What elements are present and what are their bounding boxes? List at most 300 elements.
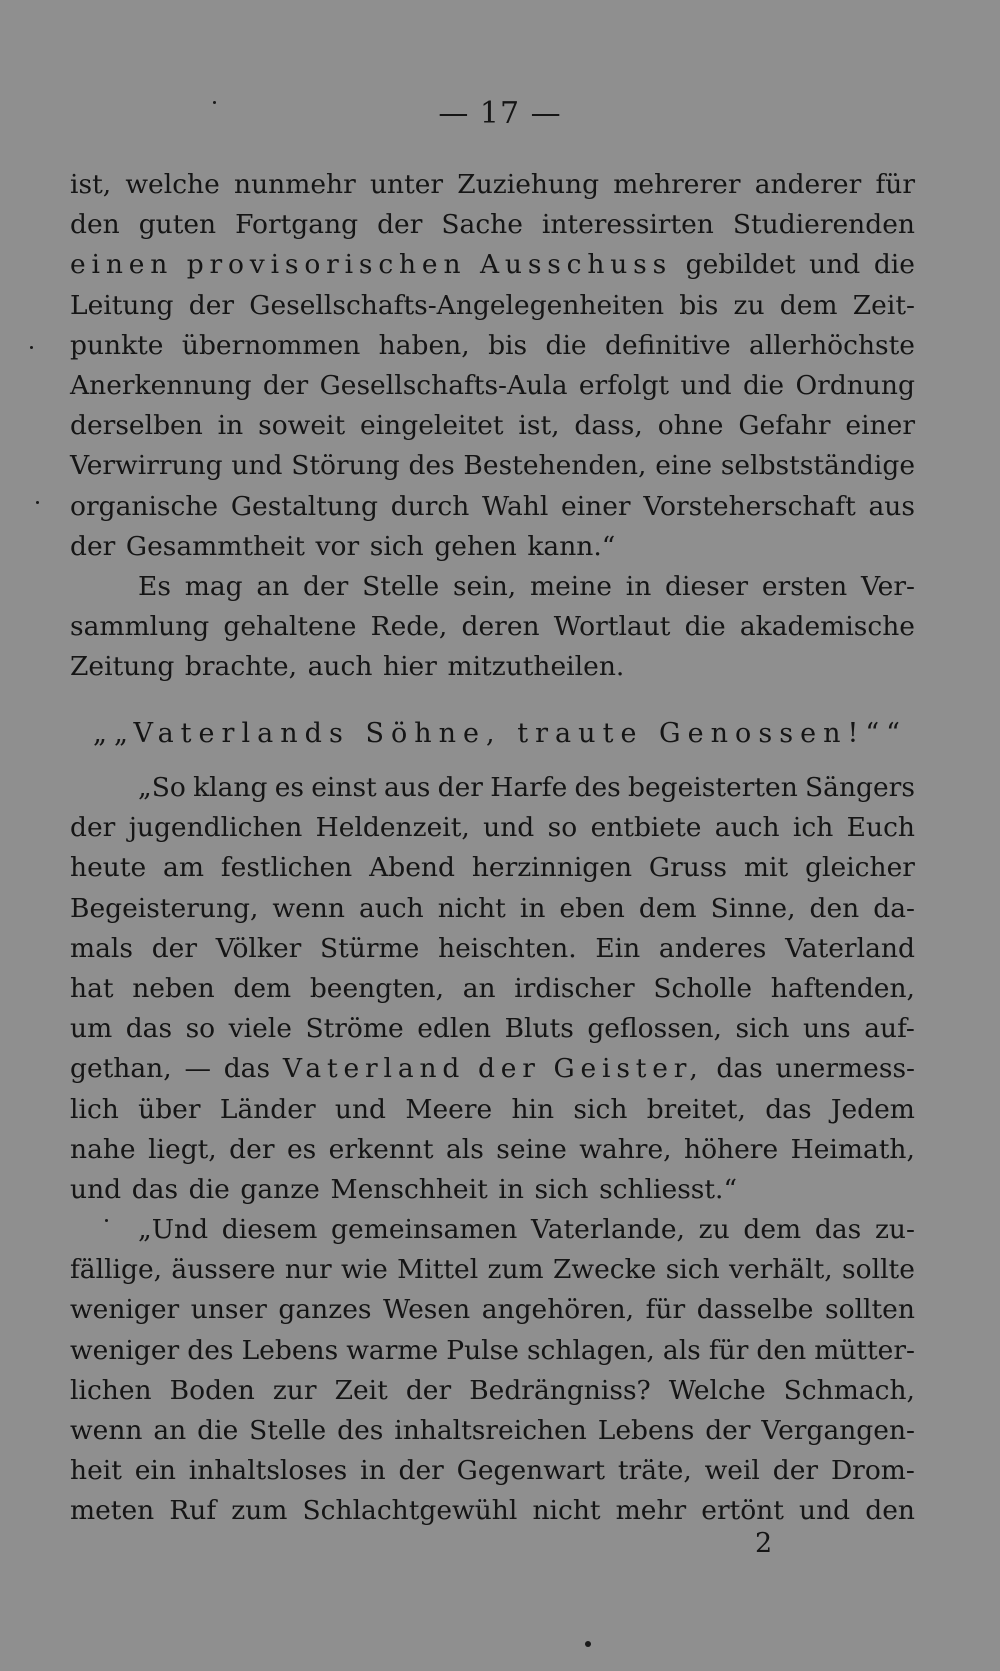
word: Welche xyxy=(668,1374,766,1406)
text-line xyxy=(70,848,915,888)
word: derselben xyxy=(70,410,203,442)
word: „Und xyxy=(138,1214,209,1245)
word: uns xyxy=(802,1013,851,1045)
text-line xyxy=(70,768,915,808)
word: Es xyxy=(138,571,171,602)
word: Gesellschafts-Angelegenheiten xyxy=(249,289,665,321)
word: Studierenden xyxy=(732,209,915,241)
word: Ruf xyxy=(169,1495,217,1527)
word: provisorischen xyxy=(186,249,467,281)
word: verhält, xyxy=(728,1254,833,1286)
text-line xyxy=(70,366,915,406)
word: punkte xyxy=(70,329,164,361)
word: zum xyxy=(487,1254,544,1286)
word: der xyxy=(772,1455,819,1487)
word: Zeitung xyxy=(70,651,175,683)
text-line xyxy=(70,1491,915,1531)
word: Lebens xyxy=(241,1334,339,1366)
word: Sängers xyxy=(805,772,915,803)
word: mals xyxy=(70,932,134,964)
word: ist, xyxy=(518,410,560,442)
word: interessirten xyxy=(541,209,714,241)
word: zum xyxy=(231,1495,288,1527)
word: zur xyxy=(272,1374,317,1406)
text-line xyxy=(70,1331,915,1371)
word: und xyxy=(70,1173,122,1205)
word: entbiete xyxy=(590,812,702,844)
word: liegt, xyxy=(148,1133,217,1165)
word: Bestehenden, xyxy=(463,450,647,482)
word: gethan, xyxy=(70,1053,172,1085)
word: eben xyxy=(559,892,625,924)
word: nur xyxy=(284,1254,332,1286)
word: sich xyxy=(665,1254,720,1286)
word: anderer xyxy=(754,169,862,200)
word: ohne xyxy=(657,410,724,442)
word: haben, xyxy=(378,329,470,361)
word: herzinnigen xyxy=(471,852,633,884)
word: Verwirrung xyxy=(70,450,223,482)
word: vor xyxy=(315,530,360,562)
word: zu- xyxy=(874,1214,915,1245)
word: nicht xyxy=(437,892,506,924)
word: für xyxy=(875,169,915,200)
text-line xyxy=(70,1049,915,1089)
word: den xyxy=(756,1334,807,1366)
signature-mark: 2 xyxy=(755,1528,773,1559)
word: eingeleitet xyxy=(360,410,504,442)
word: hier xyxy=(383,651,437,683)
word: allerhöchste xyxy=(749,329,915,361)
word: unser xyxy=(190,1294,267,1326)
word: durch xyxy=(390,490,470,522)
word: aus xyxy=(868,490,915,522)
word: dem xyxy=(743,1214,802,1245)
word: sich xyxy=(369,530,424,562)
word: Anerkennung xyxy=(70,369,252,401)
word: Harfe xyxy=(490,772,568,803)
word: für xyxy=(708,1334,749,1366)
word: dasselbe xyxy=(696,1294,814,1326)
word: und xyxy=(799,1495,851,1527)
word: Lebens xyxy=(597,1414,695,1446)
word: Stelle xyxy=(249,1414,327,1446)
word: meten xyxy=(70,1495,155,1527)
word: Bedrängniss? xyxy=(469,1374,651,1406)
scan-speck xyxy=(213,101,216,104)
word: das xyxy=(223,1053,271,1085)
word: auch xyxy=(307,651,373,683)
word: gemeinsamen xyxy=(331,1214,518,1245)
word: nunmehr xyxy=(234,169,356,200)
word: deren xyxy=(461,611,540,643)
word: der xyxy=(70,530,116,562)
word: als xyxy=(445,1133,484,1165)
word: und xyxy=(809,249,861,281)
word: äussere xyxy=(171,1254,276,1286)
word: Vaterlande, xyxy=(531,1214,685,1245)
word: ist, xyxy=(70,169,112,200)
word: Ein xyxy=(595,932,641,964)
word: ganzes xyxy=(278,1294,372,1326)
word: das xyxy=(814,1214,862,1245)
text-line xyxy=(70,808,915,848)
text-line xyxy=(70,1451,915,1491)
word: mehr xyxy=(615,1495,687,1527)
word: diesem xyxy=(221,1214,318,1245)
word: inhaltsreichen xyxy=(394,1414,587,1446)
word: Euch xyxy=(846,812,915,844)
word: sammlung xyxy=(70,611,210,643)
word: träte, xyxy=(617,1455,692,1487)
scan-speck xyxy=(585,1641,591,1647)
text-line xyxy=(70,205,915,245)
word: geflossen, xyxy=(587,1013,722,1045)
text-line xyxy=(70,647,915,687)
word: meine xyxy=(529,571,612,602)
text-line xyxy=(70,1290,915,1330)
word: Gegenwart xyxy=(456,1455,606,1487)
word: Vaterland xyxy=(282,1053,466,1085)
word: die xyxy=(742,369,785,401)
word: der xyxy=(437,772,483,803)
quote-heading: „„Vaterlands Söhne, traute Genossen!““ xyxy=(92,718,907,749)
word: Heldenzeit, xyxy=(315,812,470,844)
word: mit xyxy=(743,852,789,884)
word: das xyxy=(131,1173,179,1205)
text-line xyxy=(70,245,915,285)
word: des xyxy=(187,1334,234,1366)
word: Gestaltung xyxy=(230,490,378,522)
word: heischten. xyxy=(438,932,577,964)
word: aus xyxy=(383,772,431,803)
word: Vergangen- xyxy=(761,1414,915,1446)
word: des xyxy=(574,772,621,803)
word: einst xyxy=(311,772,377,803)
word: klang xyxy=(193,772,268,803)
word: und xyxy=(680,369,732,401)
word: Ver- xyxy=(860,571,915,602)
word: bis xyxy=(488,329,528,361)
word: erfolgt xyxy=(578,369,670,401)
word: dem xyxy=(233,972,292,1004)
word: der xyxy=(229,1133,275,1165)
word: in xyxy=(498,1173,524,1205)
word: Ströme xyxy=(305,1013,404,1045)
word: Sache xyxy=(441,209,523,241)
word: Fortgang xyxy=(235,209,359,241)
text-line xyxy=(70,607,915,647)
word: Wortlaut xyxy=(553,611,671,643)
word: der xyxy=(262,369,309,401)
word: Völker xyxy=(215,932,302,964)
word: akademische xyxy=(739,611,915,643)
word: schlagen, xyxy=(526,1334,655,1366)
word: organische xyxy=(70,490,219,522)
word: übernommen xyxy=(181,329,361,361)
paragraph-2 xyxy=(70,567,915,688)
word: nahe xyxy=(70,1133,136,1165)
word: sollten xyxy=(825,1294,915,1326)
word: ganze xyxy=(240,1173,320,1205)
word: „So xyxy=(138,772,186,803)
word: — xyxy=(184,1053,211,1085)
word: gebildet xyxy=(685,249,796,281)
word: unermess- xyxy=(775,1053,915,1085)
word: angehören, xyxy=(481,1294,635,1326)
word: hat xyxy=(70,972,114,1004)
text-line xyxy=(70,969,915,1009)
word: begeisterten xyxy=(628,772,798,803)
word: der xyxy=(302,571,349,602)
page-number: — 17 — xyxy=(438,96,562,131)
word: mag xyxy=(184,571,243,602)
word: Geister, xyxy=(553,1053,704,1085)
word: irdischer xyxy=(514,972,635,1004)
word: Gesellschafts-Aula xyxy=(319,369,568,401)
word: jugendlichen xyxy=(128,812,303,844)
word: es xyxy=(286,1133,317,1165)
word: weil xyxy=(704,1455,760,1487)
word: heit xyxy=(70,1455,122,1487)
word: die xyxy=(545,329,587,361)
word: in xyxy=(360,1455,386,1487)
word: der xyxy=(188,289,235,321)
text-line xyxy=(70,487,915,527)
word: seine xyxy=(496,1133,567,1165)
word: Stelle xyxy=(362,571,440,602)
word: sollte xyxy=(842,1254,915,1286)
word: das xyxy=(125,1013,173,1045)
word: hin xyxy=(511,1093,555,1125)
word: sich xyxy=(573,1093,628,1125)
word: den xyxy=(865,1495,915,1527)
text-line xyxy=(70,889,915,929)
word: als xyxy=(662,1334,701,1366)
word: der xyxy=(477,1053,541,1085)
word: an xyxy=(462,972,496,1004)
word: so xyxy=(547,812,578,844)
word: in xyxy=(519,892,546,924)
word: in xyxy=(217,410,244,442)
word: und xyxy=(334,1093,387,1125)
text-line xyxy=(70,1250,915,1290)
word: ertönt xyxy=(701,1495,784,1527)
word: Menschheit xyxy=(330,1173,488,1205)
word: neben xyxy=(132,972,215,1004)
text-line xyxy=(70,567,915,607)
word: es xyxy=(274,772,304,803)
word: heute xyxy=(70,852,147,884)
word: die xyxy=(684,611,726,643)
word: breitet, xyxy=(646,1093,746,1125)
word: Zeit xyxy=(334,1374,388,1406)
word: gleicher xyxy=(805,852,915,884)
word: sich xyxy=(735,1013,790,1045)
word: Boden xyxy=(169,1374,255,1406)
word: nicht xyxy=(532,1495,601,1527)
word: weniger xyxy=(70,1334,180,1366)
text-line xyxy=(70,165,915,205)
paragraph-4 xyxy=(70,1210,915,1532)
word: ein xyxy=(134,1455,176,1487)
page-header xyxy=(0,96,1000,131)
word: auf- xyxy=(864,1013,915,1045)
word: lich xyxy=(70,1093,119,1125)
word: am xyxy=(163,852,204,884)
word: erkennt xyxy=(328,1133,434,1165)
word: viele xyxy=(228,1013,292,1045)
word: des xyxy=(337,1414,384,1446)
word: der xyxy=(377,209,423,241)
word: warme xyxy=(346,1334,439,1366)
word: mehrerer xyxy=(613,169,741,200)
word: Länder xyxy=(219,1093,316,1125)
word: Schmach, xyxy=(783,1374,915,1406)
word: Zeit- xyxy=(852,289,915,321)
word: haftenden, xyxy=(770,972,915,1004)
text-line xyxy=(70,406,915,446)
word: an xyxy=(153,1414,187,1446)
word: Gesammtheit xyxy=(125,530,305,562)
word: der xyxy=(70,812,116,844)
word: Wahl xyxy=(482,490,549,522)
word: der xyxy=(398,1455,444,1487)
word: mitzutheilen. xyxy=(447,651,625,683)
word: die xyxy=(188,1173,230,1205)
word: um xyxy=(70,1013,113,1045)
word: Gefahr xyxy=(738,410,831,442)
paragraph-1 xyxy=(70,165,915,567)
word: den xyxy=(70,209,120,241)
word: höhere xyxy=(684,1133,779,1165)
text-line xyxy=(70,1371,915,1411)
text-line xyxy=(70,326,915,366)
word: auch xyxy=(714,812,780,844)
word: an xyxy=(256,571,290,602)
word: edlen xyxy=(417,1013,492,1045)
word: des xyxy=(408,450,455,482)
word: wie xyxy=(340,1254,388,1286)
word: guten xyxy=(138,209,217,241)
word: dem xyxy=(779,289,838,321)
word: zu xyxy=(698,1214,730,1245)
word: zu xyxy=(733,289,765,321)
word: Heimath, xyxy=(790,1133,915,1165)
word: Begeisterung, xyxy=(70,892,259,924)
word: Bluts xyxy=(504,1013,574,1045)
word: brachte, xyxy=(184,651,298,683)
text-line xyxy=(70,929,915,969)
word: gehen xyxy=(434,530,517,562)
word: und xyxy=(483,812,535,844)
word: gehaltene xyxy=(223,611,357,643)
word: da- xyxy=(873,892,915,924)
word: soweit xyxy=(258,410,346,442)
word: das xyxy=(765,1093,812,1125)
word: schliesst.“ xyxy=(599,1173,738,1205)
word: Ordnung xyxy=(795,369,915,401)
word: Rede, xyxy=(370,611,448,643)
word: der xyxy=(405,1374,452,1406)
word: ich xyxy=(792,812,834,844)
word: Abend xyxy=(369,852,455,884)
word: Leitung xyxy=(70,289,174,321)
word: definitive xyxy=(604,329,731,361)
word: über xyxy=(138,1093,201,1125)
word: ersten xyxy=(761,571,848,602)
word: Vorsteherschaft xyxy=(643,490,856,522)
word: die xyxy=(873,249,915,281)
word: unter xyxy=(369,169,444,200)
word: sein, xyxy=(452,571,517,602)
word: Zuziehung xyxy=(457,169,600,200)
word: welche xyxy=(125,169,220,200)
word: Ausschuss xyxy=(479,249,673,281)
word: Meere xyxy=(405,1093,493,1125)
word: Mittel xyxy=(397,1254,479,1286)
word: mütter- xyxy=(814,1334,915,1366)
word: Gruss xyxy=(648,852,728,884)
word: auch xyxy=(358,892,424,924)
word: weniger xyxy=(70,1294,180,1326)
word: Sinne, xyxy=(710,892,796,924)
scan-speck xyxy=(30,346,33,349)
word: Vaterland xyxy=(785,932,915,964)
word: selbstständige xyxy=(720,450,915,482)
word: das xyxy=(716,1053,763,1085)
text-line xyxy=(70,527,915,567)
word: beengten, xyxy=(309,972,445,1004)
word: wenn xyxy=(70,1414,143,1446)
word: lichen xyxy=(70,1374,152,1406)
word: Stürme xyxy=(320,932,420,964)
word: Drom- xyxy=(830,1455,915,1487)
word: wahre, xyxy=(579,1133,672,1165)
word: dieser xyxy=(665,571,749,602)
word: kann.“ xyxy=(527,530,616,562)
word: bis xyxy=(679,289,719,321)
word: einen xyxy=(70,249,174,281)
scan-speck xyxy=(36,501,39,504)
word: fällige, xyxy=(70,1254,163,1286)
word: und xyxy=(231,450,283,482)
word: den xyxy=(809,892,860,924)
word: eine xyxy=(655,450,713,482)
word: Störung xyxy=(291,450,400,482)
word: sich xyxy=(534,1173,589,1205)
scan-speck xyxy=(105,1219,108,1222)
word: Jedem xyxy=(830,1093,915,1125)
word: in xyxy=(625,571,652,602)
word: festlichen xyxy=(220,852,353,884)
paragraph-3 xyxy=(70,768,915,1210)
word: einer xyxy=(561,490,631,522)
word: der xyxy=(705,1414,751,1446)
word: anderes xyxy=(658,932,767,964)
text-line xyxy=(70,1170,915,1210)
text-line xyxy=(70,286,915,326)
word: wenn xyxy=(272,892,345,924)
word: Pulse xyxy=(446,1334,519,1366)
word: inhaltsloses xyxy=(188,1455,348,1487)
word: dass, xyxy=(574,410,643,442)
word: einer xyxy=(845,410,915,442)
word: Wesen xyxy=(383,1294,471,1326)
word: dem xyxy=(638,892,697,924)
word: Zwecke xyxy=(553,1254,657,1286)
text-line xyxy=(70,1090,915,1130)
